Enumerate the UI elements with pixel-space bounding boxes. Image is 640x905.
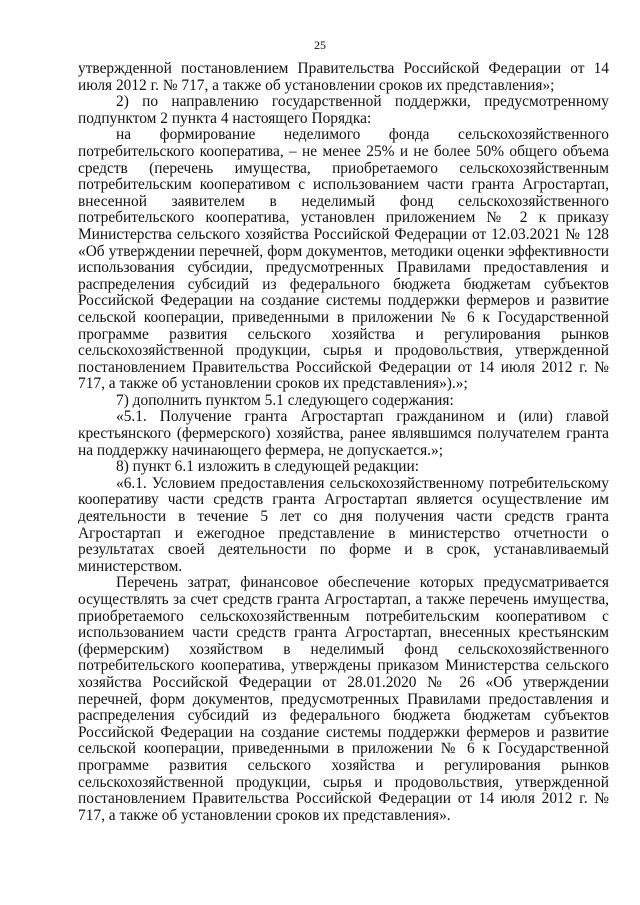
document-body xyxy=(78,61,609,824)
paragraph-6: 8) пункт 6.1 изложить в следующей редакции: xyxy=(116,458,420,476)
paragraph-7: «6.1. Условием предоставления сельскохозяйственному потребительскому кооперативу части средств гранта Агростартап является осуществление им деятельности в течение 5 лет со дня получения части средств гранта Агростартап и ежегодное представление в министерство отчетности о результатах своей деятельности по форме и в срок, устанавливаемый министерством. xyxy=(78,474,609,575)
page-number: 25 xyxy=(314,38,326,52)
paragraph-2: 2) по направлению государственной поддержки, предусмотренному подпунктом 2 пункта 4 настоящего Порядка: xyxy=(78,93,609,127)
paragraph-3: на формирование неделимого фонда сельскохозяйственного потребительского кооператива, – не менее 25% и не более 50% общего объема средств (перечень имущества, приобретаемого сельскохозяйственным потребительским кооперативом с использованием части гранта Агростартап, внесенной заявителем в неделимый фонд сельскохозяйственного потребительского кооператива, установлен приложением № 2 к приказу Министерства сельского хозяйства Российской Федерации от 12.03.2021 № 128 «Об утверждении перечней, форм документов, методики оценки эффективности использования субсидии, предусмотренных Правилами предоставления и распределения субсидий из федерального бюджета бюджетам субъектов Российской Федерации на создание системы поддержки фермеров и развитие сельской кооперации, приведенными в приложении № 6 к Государственной программе развития сельского хозяйства и регулирования рынков сельскохозяйственной продукции, сырья и продовольствия, утвержденной постановлением Правительства Российской Федерации от 14 июля 2012 г. № 717, а также об установлении сроков их представления»).»; xyxy=(78,126,609,393)
paragraph-4: 7) дополнить пунктом 5.1 следующего содержания: xyxy=(116,391,454,409)
paragraph-8: Перечень затрат, финансовое обеспечение которых предусматривается осуществлять за счет средств гранта Агростартап, а также перечень имущества, приобретаемого сельскохозяйственным потребительским кооперативом с использованием части средств гранта Агростартап, внесенных крестьянским (фермерским) хозяйством в неделимый фонд сельскохозяйственного потребительского кооператива, утверждены приказом Министерства сельского хозяйства Российской Федерации от 28.01.2020 № 26 «Об утверждении перечней, форм документов, предусмотренных Правилами предоставления и распределения субсидий из федерального бюджета бюджетам субъектов Российской Федерации на создание системы поддержки фермеров и развитие сельской кооперации, приведенными в приложении № 6 к Государственной программе развития сельского хозяйства и регулирования рынков сельскохозяйственной продукции, сырья и продовольствия, утвержденной постановлением Правительства Российской Федерации от 14 июля 2012 г. № 717, а также об установлении сроков их представления». xyxy=(78,574,609,824)
paragraph-1: утвержденной постановлением Правительства Российской Федерации от 14 июля 2012 г. № 717, а также об установлении сроков их представления»; xyxy=(78,60,609,94)
paragraph-5: «5.1. Получение гранта Агростартап гражданином и (или) главой крестьянского (фермерского) хозяйства, ранее являвшимся получателем гранта на поддержку начинающего фермера, не допускается.»; xyxy=(78,408,609,459)
